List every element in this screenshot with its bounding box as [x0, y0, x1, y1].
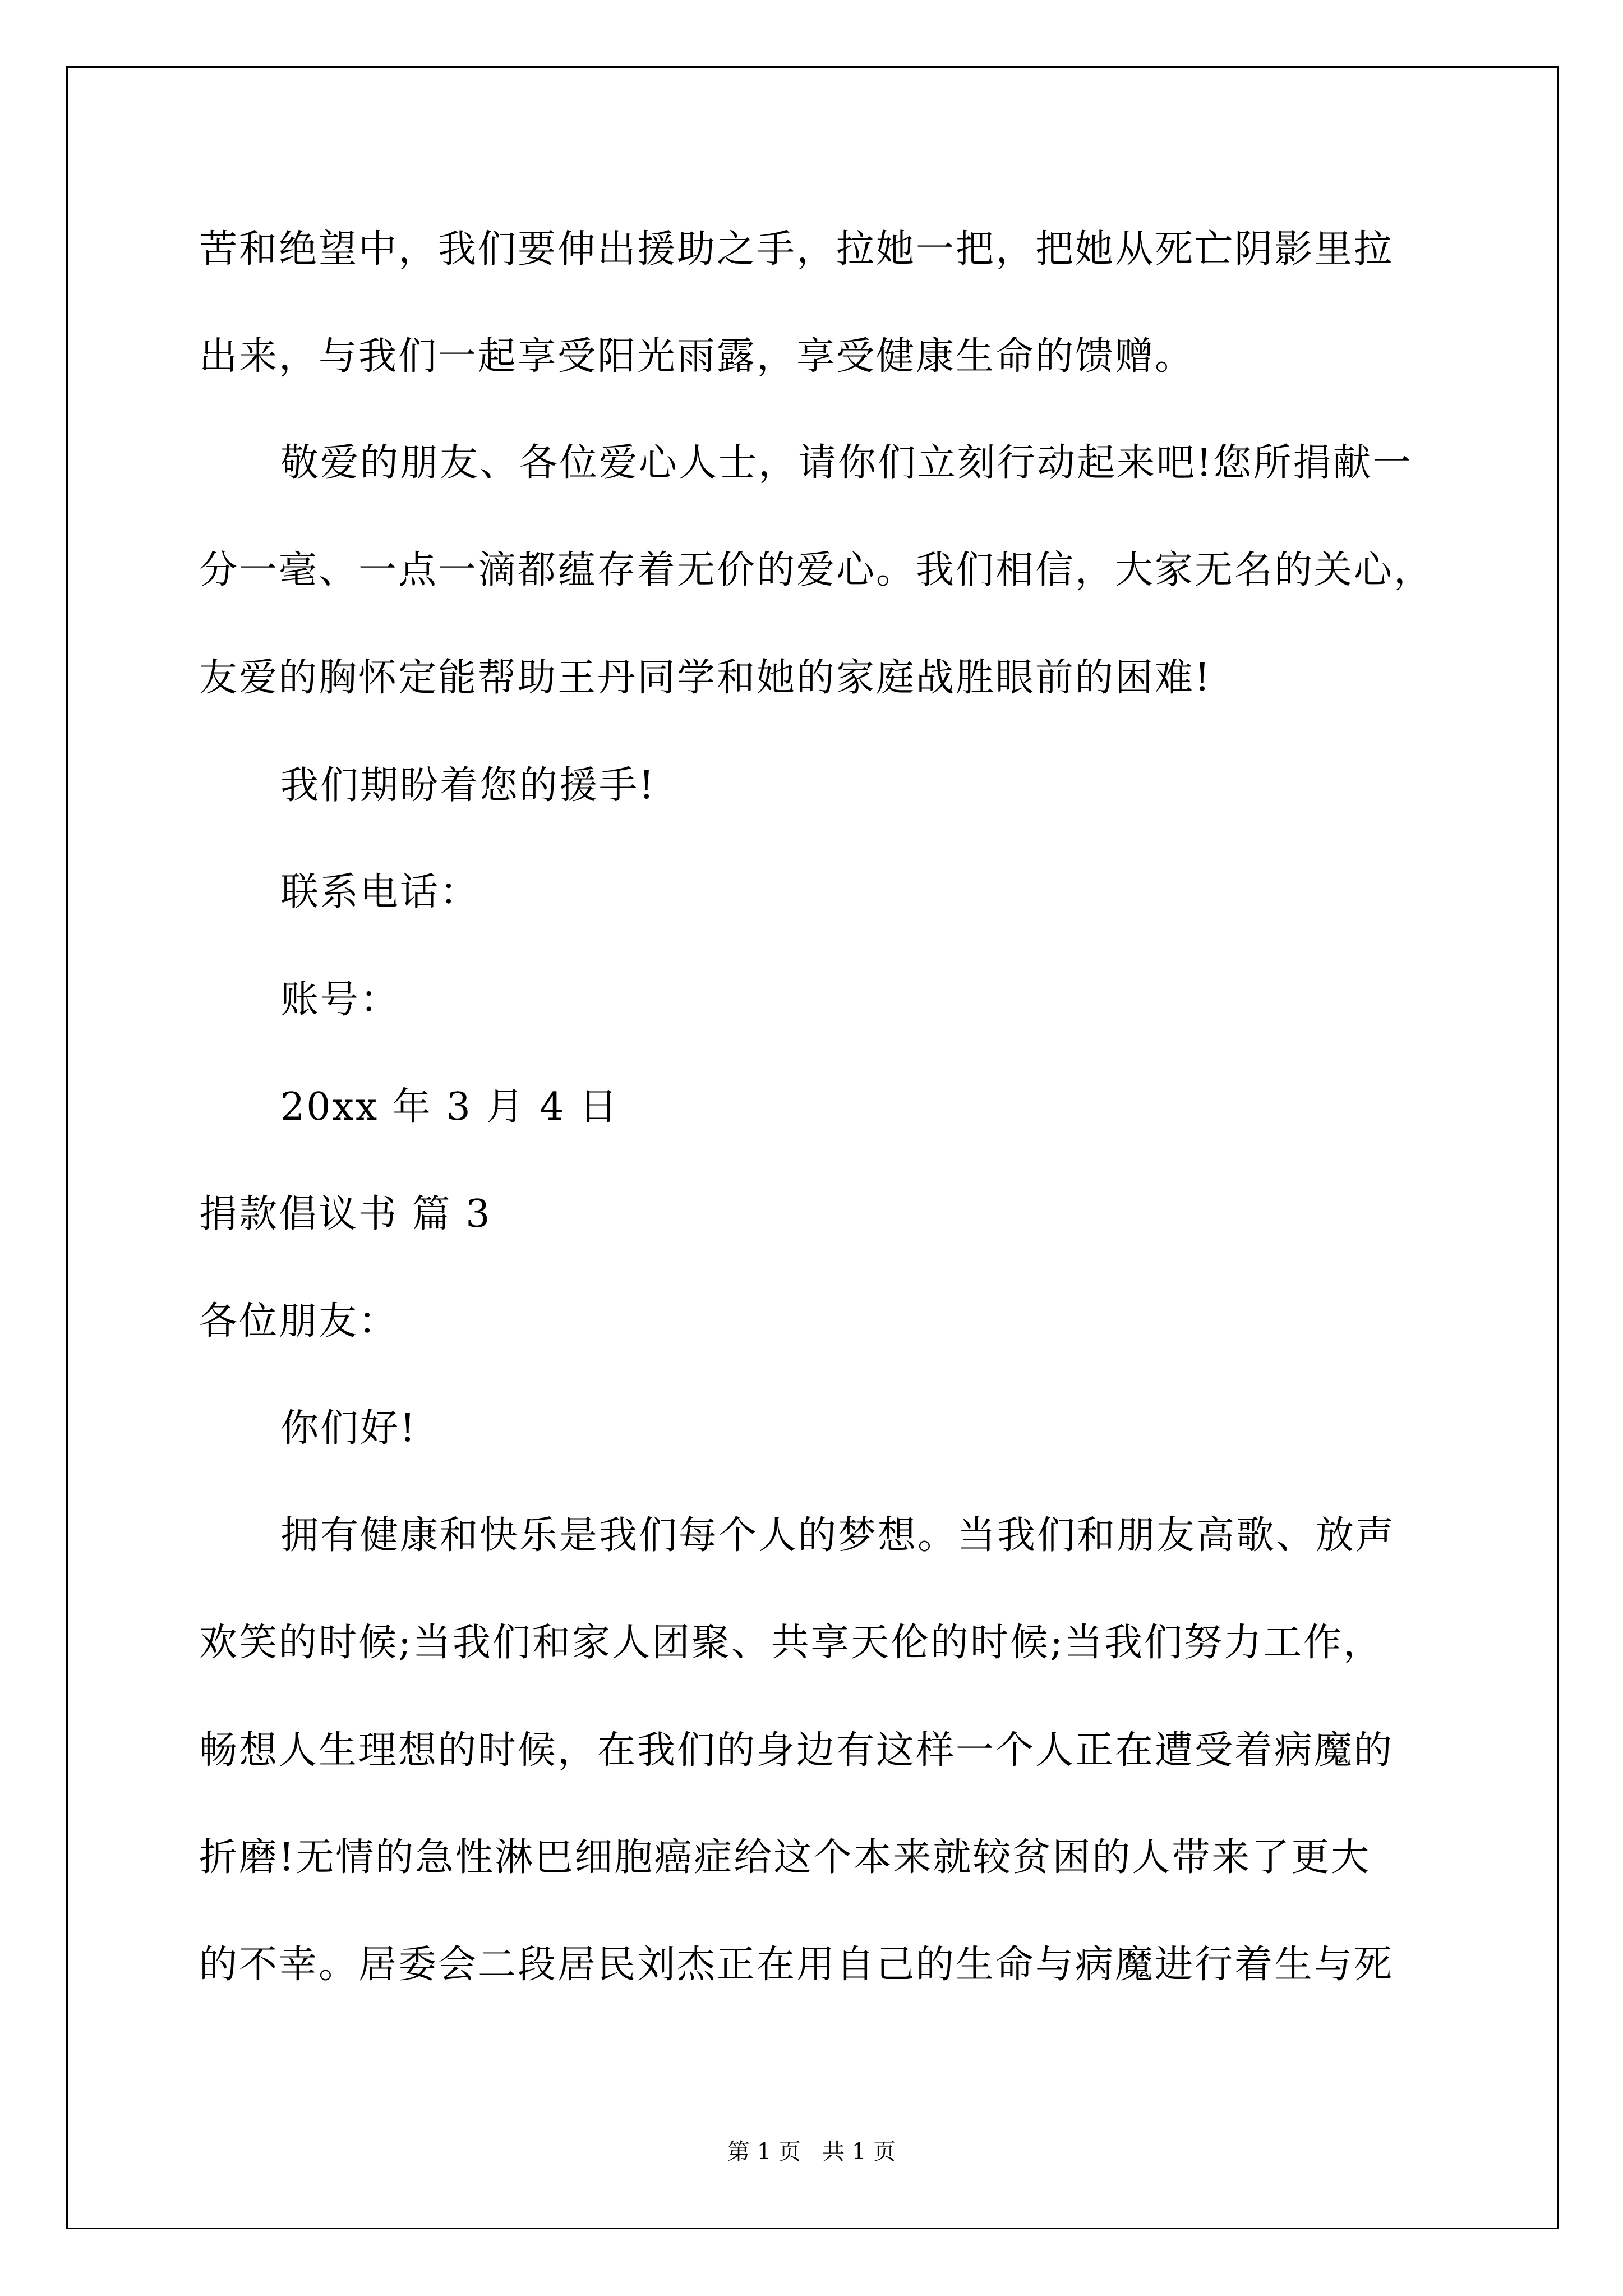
text-line: 出来，与我们一起享受阳光雨露，享受健康生命的馈赠。 — [199, 334, 1195, 379]
page-frame — [66, 66, 1559, 2229]
text-line: 20xx 年 3 月 4 日 — [280, 1085, 619, 1129]
text-line: 敬爱的朋友、各位爱心人士，请你们立刻行动起来吧!您所捐献一 — [280, 441, 1413, 485]
text-line: 友爱的胸怀定能帮助王丹同学和她的家庭战胜眼前的困难! — [199, 656, 1212, 700]
text-line: 折磨!无情的急性淋巴细胞癌症给这个本来就较贫困的人带来了更大 — [199, 1835, 1371, 1880]
greeting: 你们好! — [280, 1406, 417, 1451]
text-line: 苦和绝望中，我们要伸出援助之手，拉她一把，把她从死亡阴影里拉 — [199, 227, 1394, 272]
text-line: 拥有健康和快乐是我们每个人的梦想。当我们和朋友高歌、放声 — [280, 1513, 1396, 1558]
text-line: 畅想人生理想的时候，在我们的身边有这样一个人正在遭受着病魔的 — [199, 1728, 1394, 1773]
text-line: 我们期盼着您的援手! — [280, 763, 656, 808]
salutation: 各位朋友： — [199, 1299, 399, 1343]
text-line: 欢笑的时候;当我们和家人团聚、共享天伦的时候;当我们努力工作， — [199, 1621, 1383, 1665]
page-footer: 第 1 页 共 1 页 — [727, 2139, 896, 2165]
section-heading: 捐款倡议书 篇 3 — [199, 1192, 492, 1236]
text-line: 联系电话： — [280, 870, 480, 914]
text-line: 账号： — [280, 978, 400, 1022]
text-line: 的不幸。居委会二段居民刘杰正在用自己的生命与病魔进行着生与死 — [199, 1943, 1394, 1987]
text-line: 分一毫、一点一滴都蕴存着无价的爱心。我们相信，大家无名的关心， — [199, 548, 1434, 592]
